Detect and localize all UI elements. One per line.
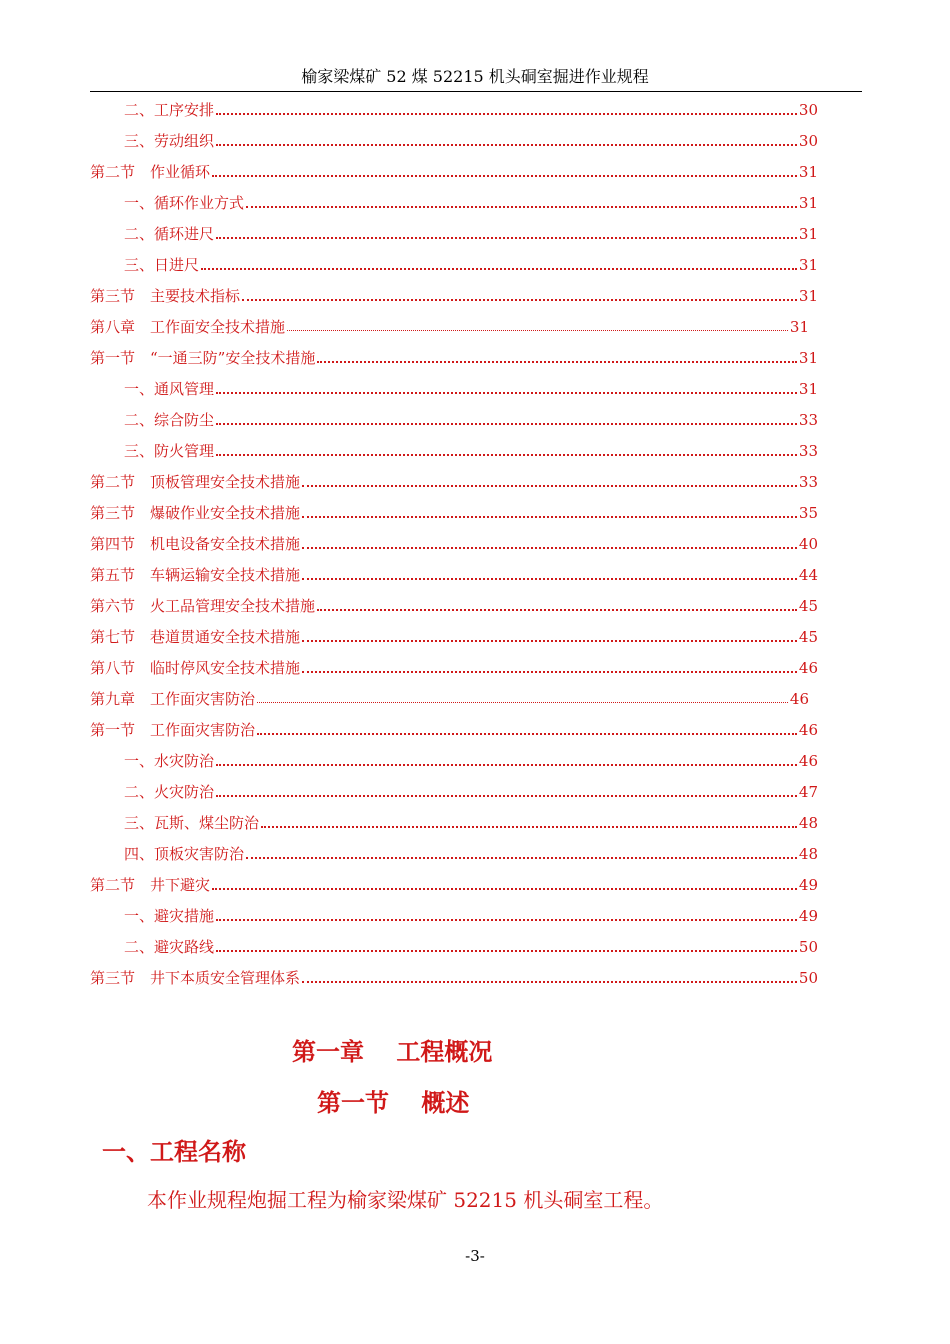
toc-entry-page: 33 [798, 442, 818, 460]
toc-dot-leader [212, 175, 797, 177]
toc-entry[interactable] [90, 871, 818, 895]
toc-entry-label: 二、避灾路线 [124, 938, 215, 956]
toc-dot-leader [246, 857, 797, 859]
section-heading: 第一节 概述 [317, 1089, 470, 1117]
toc-entry[interactable] [124, 96, 818, 120]
toc-entry[interactable] [124, 809, 818, 833]
running-header-title: 榆家梁煤矿 52 煤 52215 机头硐室掘进作业规程 [301, 67, 649, 86]
toc-dot-leader [302, 547, 797, 549]
toc-dot-leader [216, 423, 797, 425]
toc-entry-label: 第一节 “一通三防”安全技术措施 [90, 349, 316, 367]
toc-entry[interactable] [124, 902, 818, 926]
toc-entry[interactable] [90, 592, 818, 616]
toc-dot-leader [302, 578, 797, 580]
toc-entry-label: 一、避灾措施 [124, 907, 215, 925]
toc-entry[interactable] [90, 685, 809, 709]
toc-entry-label: 一、循环作业方式 [124, 194, 245, 212]
toc-dot-leader [216, 764, 797, 766]
toc-entry-label: 第三节 井下本质安全管理体系 [90, 969, 301, 987]
toc-entry-page: 48 [798, 814, 818, 832]
subsection-heading: 一、工程名称 [102, 1138, 246, 1166]
toc-entry[interactable] [90, 158, 818, 182]
page-number: -3- [465, 1247, 485, 1265]
toc-dot-leader [216, 454, 797, 456]
toc-dot-leader [317, 609, 797, 611]
toc-dot-leader [302, 516, 797, 518]
toc-entry-page: 31 [798, 194, 818, 212]
toc-entry-page: 44 [798, 566, 818, 584]
toc-entry-label: 第五节 车辆运输安全技术措施 [90, 566, 301, 584]
toc-entry-label: 二、工序安排 [124, 101, 215, 119]
body-paragraph: 本作业规程炮掘工程为榆家梁煤矿 52215 机头硐室工程。 [147, 1188, 664, 1212]
toc-entry-label: 三、瓦斯、煤尘防治 [124, 814, 260, 832]
toc-entry-page: 31 [798, 163, 818, 181]
toc-entry-page: 31 [798, 380, 818, 398]
toc-entry-label: 二、火灾防治 [124, 783, 215, 801]
toc-entry[interactable] [124, 189, 818, 213]
toc-entry-label: 第六节 火工品管理安全技术措施 [90, 597, 316, 615]
toc-entry-page: 35 [798, 504, 818, 522]
toc-entry-page: 46 [798, 752, 818, 770]
toc-entry[interactable] [90, 964, 818, 988]
toc-entry-label: 第九章 工作面灾害防治 [90, 690, 256, 708]
toc-entry[interactable] [124, 220, 818, 244]
toc-entry-label: 第二节 顶板管理安全技术措施 [90, 473, 301, 491]
toc-dot-leader [242, 299, 797, 301]
chapter-heading: 第一章 工程概况 [292, 1038, 493, 1066]
toc-dot-leader [302, 981, 797, 983]
toc-entry-page: 33 [798, 411, 818, 429]
toc-entry-label: 三、防火管理 [124, 442, 215, 460]
toc-dot-leader [216, 237, 797, 239]
toc-entry-page: 31 [789, 318, 809, 336]
toc-entry-label: 第四节 机电设备安全技术措施 [90, 535, 301, 553]
toc-entry[interactable] [124, 375, 818, 399]
toc-entry-label: 第三节 主要技术指标 [90, 287, 241, 305]
toc-dot-leader [302, 640, 797, 642]
toc-entry-label: 一、水灾防治 [124, 752, 215, 770]
toc-entry-page: 40 [798, 535, 818, 553]
toc-entry[interactable] [90, 344, 818, 368]
toc-entry-label: 第三节 爆破作业安全技术措施 [90, 504, 301, 522]
toc-entry[interactable] [90, 561, 818, 585]
toc-entry[interactable] [124, 747, 818, 771]
toc-dot-leader [216, 113, 797, 115]
toc-entry-page: 31 [798, 225, 818, 243]
toc-entry-page: 47 [798, 783, 818, 801]
toc-entry-page: 50 [798, 938, 818, 956]
toc-entry-page: 48 [798, 845, 818, 863]
toc-entry[interactable] [90, 499, 818, 523]
toc-entry-label: 第二节 井下避灾 [90, 876, 211, 894]
toc-entry[interactable] [90, 716, 818, 740]
toc-entry-page: 49 [798, 876, 818, 894]
toc-dot-leader [317, 361, 797, 363]
toc-entry[interactable] [90, 654, 818, 678]
toc-dot-leader [216, 144, 797, 146]
toc-entry[interactable] [90, 282, 818, 306]
toc-entry[interactable] [124, 778, 818, 802]
toc-dot-leader [257, 733, 797, 735]
toc-dot-leader [216, 950, 797, 952]
toc-dot-leader [216, 392, 797, 394]
toc-entry-label: 第七节 巷道贯通安全技术措施 [90, 628, 301, 646]
toc-entry-page: 30 [798, 101, 818, 119]
toc-entry[interactable] [124, 437, 818, 461]
toc-entry-page: 45 [798, 597, 818, 615]
toc-entry[interactable] [90, 530, 818, 554]
toc-dot-leader [302, 671, 797, 673]
toc-entry[interactable] [90, 468, 818, 492]
toc-dot-leader [216, 795, 797, 797]
toc-entry-page: 49 [798, 907, 818, 925]
toc-entry-label: 三、劳动组织 [124, 132, 215, 150]
toc-entry-page: 31 [798, 256, 818, 274]
toc-dot-leader [302, 485, 797, 487]
toc-entry[interactable] [124, 251, 818, 275]
toc-entry[interactable] [90, 313, 809, 337]
toc-dot-leader [212, 888, 797, 890]
toc-dot-leader [287, 330, 788, 331]
toc-entry[interactable] [124, 406, 818, 430]
toc-entry[interactable] [124, 933, 818, 957]
toc-entry-page: 31 [798, 349, 818, 367]
toc-entry-label: 二、循环进尺 [124, 225, 215, 243]
toc-entry-page: 46 [798, 721, 818, 739]
toc-entry-page: 46 [789, 690, 809, 708]
toc-entry-page: 50 [798, 969, 818, 987]
toc-entry-label: 三、日进尺 [124, 256, 200, 274]
toc-entry[interactable] [90, 623, 818, 647]
toc-dot-leader [261, 826, 797, 828]
toc-dot-leader [201, 268, 797, 270]
toc-entry-label: 第一节 工作面灾害防治 [90, 721, 256, 739]
toc-entry-label: 四、顶板灾害防治 [124, 845, 245, 863]
toc-dot-leader [246, 206, 797, 208]
toc-entry-page: 45 [798, 628, 818, 646]
toc-entry-page: 31 [798, 287, 818, 305]
toc-entry-label: 第八章 工作面安全技术措施 [90, 318, 286, 336]
toc-dot-leader [216, 919, 797, 921]
toc-entry-label: 第二节 作业循环 [90, 163, 211, 181]
toc-entry-page: 33 [798, 473, 818, 491]
toc-entry-label: 第八节 临时停风安全技术措施 [90, 659, 301, 677]
toc-entry-page: 46 [798, 659, 818, 677]
toc-dot-leader [257, 702, 788, 703]
header-divider [90, 91, 862, 92]
toc-entry-label: 二、综合防尘 [124, 411, 215, 429]
toc-entry-label: 一、通风管理 [124, 380, 215, 398]
toc-entry-page: 30 [798, 132, 818, 150]
toc-entry[interactable] [124, 127, 818, 151]
toc-entry[interactable] [124, 840, 818, 864]
